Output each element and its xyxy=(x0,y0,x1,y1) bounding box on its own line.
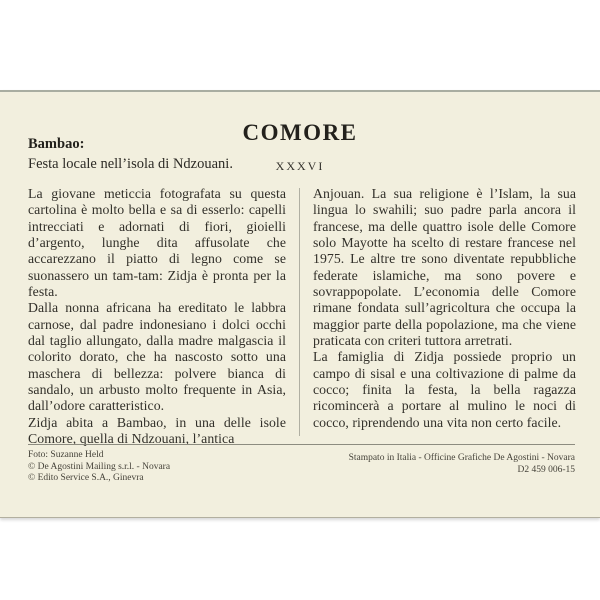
text-columns xyxy=(28,186,576,448)
paragraph: La famiglia di Zidja possiede proprio un campo di sisal e una coltivazione di palme da cocco; finita la festa, la bella ragazza ricomincerà a portare al mulino le noci di cocco, riprendendo una vita non certo facile. xyxy=(313,349,576,430)
footer-line: Stampato in Italia - Officine Grafiche De Agostini - Novara xyxy=(348,453,575,463)
paragraph: Dalla nonna africana ha ereditato le labbra carnose, dal padre indonesiano i dolci occhi dal taglio allungato, dalla madre malgascia il colorito dorato, che ha nascosto sotto una maschera di bellezza: polvere bianca di sandalo, un arbusto molto frequente in Asia, dall’odore caratteristico. xyxy=(28,300,286,414)
paragraph: La giovane meticcia fotografata su questa cartolina è molto bella e sa di esserlo: capelli intrecciati e adornati di fiori, gioielli d’argento, lunghe dita affusolate che accarezzano il piatto di legno come se suonassero un tam-tam: Zidja è pronta per la festa. xyxy=(28,186,286,300)
postcard xyxy=(0,90,600,518)
right-column xyxy=(313,186,576,448)
caption-subtitle: Festa locale nell’isola di Ndzouani. xyxy=(28,156,233,172)
footer-line: © Edito Service S.A., Ginevra xyxy=(28,473,144,483)
series-number: XXXVI xyxy=(275,159,325,173)
footer-line: Foto: Suzanne Held xyxy=(28,450,104,460)
left-column xyxy=(28,186,286,448)
paragraph: Zidja abita a Bambao, in una delle isole Comore, quella di Ndzouani, l’antica xyxy=(28,414,286,447)
footer-divider xyxy=(28,444,575,445)
card-title: COMORE xyxy=(242,120,358,145)
column-divider xyxy=(299,188,300,436)
footer-print-info xyxy=(349,453,575,476)
caption-title: Bambao: xyxy=(28,136,85,152)
footer-credits xyxy=(28,450,170,485)
paragraph: Anjouan. La sua religione è l’Islam, la sua lingua lo swahili; suo padre parla ancora il francese, ma delle quattro isole delle Comore solo Mayotte ha scelto di restare francese nel 1975. Le altre tre sono diventate repubbliche federate islamiche, ma sono povere e sovrappopolate. L’economia delle Comore rimane fondata sull’agricoltura che occupa la maggior parte della popolazione, ma che viene praticata con criteri tuttora arretrati. xyxy=(313,186,576,349)
footer-line: D2 459 006-15 xyxy=(517,464,575,475)
footer-line: © De Agostini Mailing s.r.l. - Novara xyxy=(28,461,171,472)
